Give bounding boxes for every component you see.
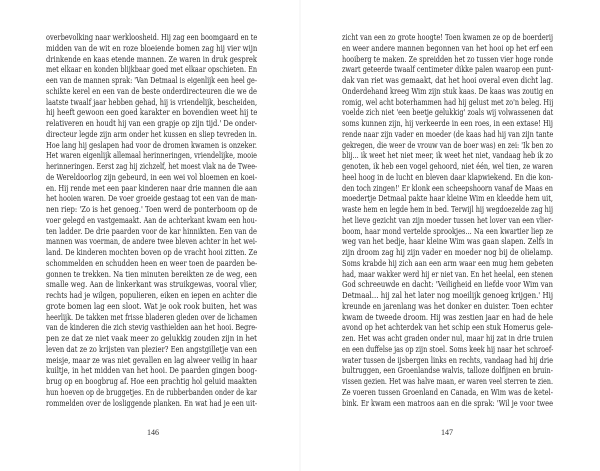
- text-line: herinneringen. Eerst zag hij zichzelf, het moest vlak na de Twee-: [46, 161, 258, 171]
- text-line: romig, wel acht boterhammen had hij gelust met zo'n beleg. Hij: [342, 96, 554, 107]
- text-line: mannen was voerman, de andere twee bleven achter in het wei-: [46, 236, 258, 247]
- text-line: met elkaar en konden blijkbaar goed met elkaar opschieten. En: [46, 64, 258, 75]
- text-line: ten ladder. De drie paarden voor de kar hinnikten. Een van de: [46, 225, 258, 236]
- page-number-right: 147: [441, 428, 453, 437]
- text-line: gekregen, die weer de vrouw van de boer was) en zei: 'Ik ben zo: [342, 139, 553, 150]
- text-line: laatste twaalf jaar hebben gehad, hij is vriendelijk, bescheiden,: [46, 96, 258, 107]
- text-line: bultruggen, een Groenlandse walvis, talloze dolfijnen en bruin-: [342, 365, 553, 376]
- text-line: God schreeuwde en dacht: 'Veiligheid en liefde voor Wim van: [342, 279, 553, 290]
- text-line: en. Hij rende met een paar kinderen naar drie mannen die aan: [46, 182, 258, 193]
- text-line: pen ze dat ze niet vaak meer zo gelukkig zouden zijn in het: [46, 333, 257, 343]
- text-line: brug op en boogbrug af. Hoe een prachtig hol geluid maakten: [46, 376, 257, 386]
- text-line: overbevolking naar werkloosheid. Hij zag een boomgaard en te: [46, 32, 258, 42]
- right-page: [300, 0, 600, 471]
- text-line: land. De kinderen mochten boven op de vracht hooi zitten. Ze: [46, 247, 258, 257]
- text-line: water tussen de ijsbergen links en rechts, vandaag had hij drie: [342, 354, 553, 365]
- text-line: waste hem en legde hem in bed. Terwijl hij wegdoezelde zag hij: [342, 204, 553, 214]
- text-line: kuiltje, in het midden van het hooi. De paarden gingen boog-: [46, 365, 257, 376]
- text-line: bink. Er kwam een matroos aan en die sprak: 'Wil je voor twee: [342, 397, 553, 408]
- text-line: vissen gezien. Het was halve maan, er waren veel sterren te zien.: [342, 376, 553, 386]
- text-line: zwart geteerde twaalf centimeter dikke palen waarop een punt-: [342, 64, 554, 75]
- text-line: midden van de wit en roze bloeiende bomen zag hij vier wijn: [46, 42, 258, 53]
- right-page-text: [342, 32, 553, 408]
- text-line: avond op het achterdek van het schip een stuk Homerus gele-: [342, 322, 553, 333]
- text-line: zen. Het was acht graden onder nul, maar hij zat in drie truien: [342, 333, 554, 343]
- text-line: Hoe lang hij geslapen had voor de dromen kwamen is onzeker.: [46, 139, 257, 150]
- text-line: leven dat ze zo krijsten van plezier? Een angstgilletje van een: [46, 343, 257, 354]
- text-line: Detmaal... hij zal het later nog moeilijk genoeg krijgen.' Hij: [342, 290, 553, 300]
- text-line: hij heeft gewoon een goed karakter en bovendien weet hij te: [46, 107, 258, 118]
- text-line: schikte kerel en een van de beste onderdirecteuren die we de: [46, 85, 257, 96]
- text-line: drinkende en kaas etende mannen. Ze waren in druk gesprek: [46, 53, 257, 64]
- text-line: kreunde en jarenlang was het donker en duister. Toen echter: [342, 300, 553, 311]
- text-line: genoten, ik heb een vogel gehoord, niet één, wel tien, ze waren: [342, 161, 553, 171]
- text-line: soms kunnen zijn, hij verkeerde in een roes, in een extase! Hij: [342, 118, 553, 128]
- text-line: rommelden over de losliggende planken. En wat had je een uit-: [46, 397, 258, 408]
- text-line: smalle weg. Aan de linkerkant was struikgewas, vooral vlier,: [46, 279, 257, 290]
- text-line: hooiberg te maken. Ze spreidden het zo tussen vier hoge ronde: [342, 53, 553, 64]
- left-page-text: [46, 32, 257, 408]
- page-number-left: 146: [147, 428, 159, 437]
- text-line: van de kinderen die zich stevig vasthielden aan het hooi. Begre-: [46, 322, 258, 333]
- text-line: schommelden en schudden heen en weer toen de paarden be-: [46, 257, 258, 268]
- text-line: rende naar zijn vader en moeder (de kaas had hij van zijn tante: [342, 128, 554, 139]
- text-line: Onderdehand kreeg Wim zijn stuk kaas. De kaas was zoutig en: [342, 85, 554, 96]
- text-line: kwam de tweede droom. Hij was zestien jaar en had de hele: [342, 311, 553, 322]
- text-line: nen riep: 'Zo is het genoeg.' Toen werd de ponterboom op de: [46, 204, 258, 214]
- text-line: blij... ik weet het niet meer, ik weet het niet, vandaag heb ik zo: [342, 150, 553, 161]
- text-line: gonnen te trekken. Na tien minuten bereikten ze de weg, een: [46, 268, 257, 279]
- text-line: het hooien waren. De voer groeide gestaag tot een van de man-: [46, 193, 258, 204]
- text-line: Het waren eigenlijk allemaal herinneringen, vriendelijke, mooie: [46, 150, 257, 161]
- text-line: directeur legde zijn arm onder het kussen en sliep tevreden in.: [46, 128, 258, 139]
- text-line: en een duffelse jas op zijn stoel. Soms keek hij naar het schroef-: [342, 343, 554, 354]
- text-line: meisje, maar ze was niet gevallen en lag alweer veilig in haar: [46, 354, 258, 365]
- text-line: dak van riet was gemaakt, dat het hooi overal even dicht lag.: [342, 75, 554, 85]
- text-line: weg van het bedje, haar kleine Wim was gaan slapen. Zelfs in: [342, 236, 554, 247]
- text-line: de Wereldoorlog zijn gebeurd, in een wei vol bloemen en koei-: [46, 171, 258, 182]
- text-line: boom, haar mond vertelde sprookjes... Na een kwartier liep ze: [342, 225, 553, 236]
- text-line: grote bomen lag een sloot. Wat je ook rook buiten, het was: [46, 300, 257, 311]
- text-line: rechts had je wilgen, populieren, eiken en iepen en achter die: [46, 290, 257, 300]
- text-line: moedertje Detmaal pakte haar kleine Wim en kleedde hem uit,: [342, 193, 553, 204]
- text-line: relativeren en houdt hij van een grapje op zijn tijd.' De onder-: [46, 118, 258, 128]
- text-line: heerlijk. De takken met frisse bladeren gleden over de lichamen: [46, 311, 258, 322]
- text-line: en weer andere mannen begonnen van het hooi op het erf een: [342, 42, 553, 53]
- text-line: Soms krabde hij zich aan een arm waar een mug hem gebeten: [342, 257, 554, 268]
- text-line: zijn droom zag hij zijn vader en moeder nog bij de olielamp.: [342, 247, 553, 257]
- text-line: voer gelegd en vastgemaakt. Aan de achterkant kwam een hou-: [46, 214, 257, 225]
- text-line: Ze voeren tussen Groenland en Canada, en Wim was de ketel-: [342, 386, 554, 397]
- text-line: het lieve gezicht van zijn moeder tussen het lover van een vlier-: [342, 214, 554, 225]
- text-line: heel hoog in de lucht en bleven daar klapwiekend. En die kon-: [342, 171, 554, 182]
- text-line: den toch zingen!' Er klonk een scheepshoorn vanaf de Maas en: [342, 182, 553, 193]
- text-line: hun hoeven op de bruggetjes. En de rubberbanden onder de kar: [46, 386, 257, 397]
- text-line: zicht van een zo grote hoogte! Toen kwamen ze op de boerderij: [342, 32, 553, 42]
- text-line: een van de mannen sprak: 'Van Detmaal is eigenlijk een heel ge-: [46, 75, 257, 85]
- text-line: had, maar wakker werd hij er niet van. En het heelal, een stenen: [342, 268, 553, 279]
- text-line: voelde zich niet 'een beetje gelukkig' zoals wij volwassenen dat: [342, 107, 554, 118]
